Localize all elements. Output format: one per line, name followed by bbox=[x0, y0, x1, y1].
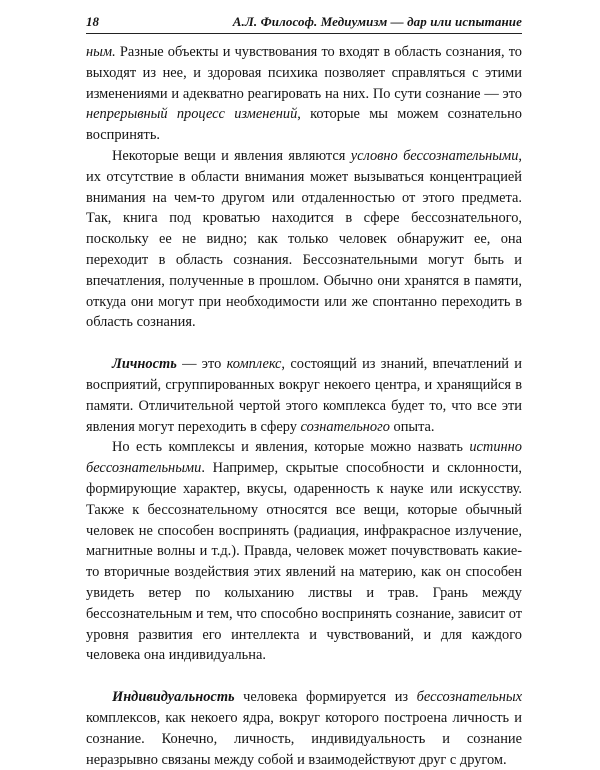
italic-emphasis: сознательного bbox=[300, 418, 390, 435]
italic-emphasis: условно бессознательными bbox=[350, 147, 519, 164]
paragraph-1 bbox=[86, 42, 522, 146]
text-run: Но есть комплексы и явления, которые можно назвать bbox=[112, 439, 470, 456]
italic-emphasis: истинно бессознательными bbox=[86, 439, 522, 477]
text-run: , состоящий из знаний, впечатлений и восприятий, сгруппированных вокруг некоего центра, и хранящийся в памяти. Отличительной чертой этого комплекса будет то, что все эти явления могут переходить в сферу bbox=[86, 356, 523, 435]
page-number: 18 bbox=[86, 14, 99, 29]
book-page bbox=[86, 14, 522, 770]
paragraph-3 bbox=[86, 354, 522, 437]
paragraph-4 bbox=[86, 437, 522, 666]
defined-term: Индивидуальность bbox=[112, 689, 235, 706]
body-text bbox=[86, 42, 522, 770]
text-run: , их отсутствие в области внимания может вызываться концентрацией внимания на чем-то другом или отдаленностью от этого предмета. Так, книга под кроватью находится в сфере бессознательного, поскольку ее не видно; как только человек обнаружит ее, она переходит в область сознания. Бессознательными могут быть и впечатления, полученные в прошлом. Обычно они хранятся в памяти, откуда они могут при необходимости или же спонтанно переходить в область сознания. bbox=[86, 147, 522, 331]
text-run: — это bbox=[176, 356, 227, 373]
text-run: . Например, скрытые способности и склонности, формирующие характер, вкусы, одаренность к науке или искусству. Также к бессознательному относятся все вещи, которые обычный человек не способен воспринять (радиация, инфракрасное излучение, магнитные волны и т.д.). Правда, человек может почувствовать какие-то вторичные воздействия этих явлений на материю, как он способен увидеть ветер по колыханию листвы и трав. Грань между бессознательным и тем, что способно воспринять сознание, зависит от уровня развития его интеллекта и чувствований, и для каждого человека она индивидуальна. bbox=[86, 460, 522, 664]
italic-emphasis: бессознательных bbox=[416, 689, 522, 706]
italic-emphasis: ным. bbox=[86, 44, 116, 60]
text-run: Некоторые вещи и явления являются bbox=[112, 147, 351, 164]
defined-term: Личность bbox=[112, 356, 177, 373]
text-run: человека формируется из bbox=[234, 689, 417, 706]
page-header bbox=[86, 14, 522, 34]
running-head: А.Л. Философ. Медиумизм — дар или испытание bbox=[232, 14, 522, 29]
italic-emphasis: комплекс bbox=[226, 356, 282, 373]
italic-emphasis: непрерывный процесс изменений bbox=[86, 106, 298, 123]
text-run: комплексов, как некоего ядра, вокруг которого построена личность и сознание. Конечно, личность, индивидуальность и сознание неразрывно связаны между собой и взаимодействуют друг с другом. bbox=[86, 709, 522, 768]
paragraph-2 bbox=[86, 146, 522, 333]
text-run: , которые мы можем сознательно воспринять. bbox=[86, 106, 522, 144]
text-run: опыта. bbox=[389, 418, 435, 435]
text-run: Разные объекты и чувствования то входят в область сознания, то выходят из нее, и здоровая психика позволяет справляться с этими изменениями и адекватно реагировать на них. По сути сознание — это bbox=[86, 44, 522, 102]
paragraph-5 bbox=[86, 687, 522, 770]
